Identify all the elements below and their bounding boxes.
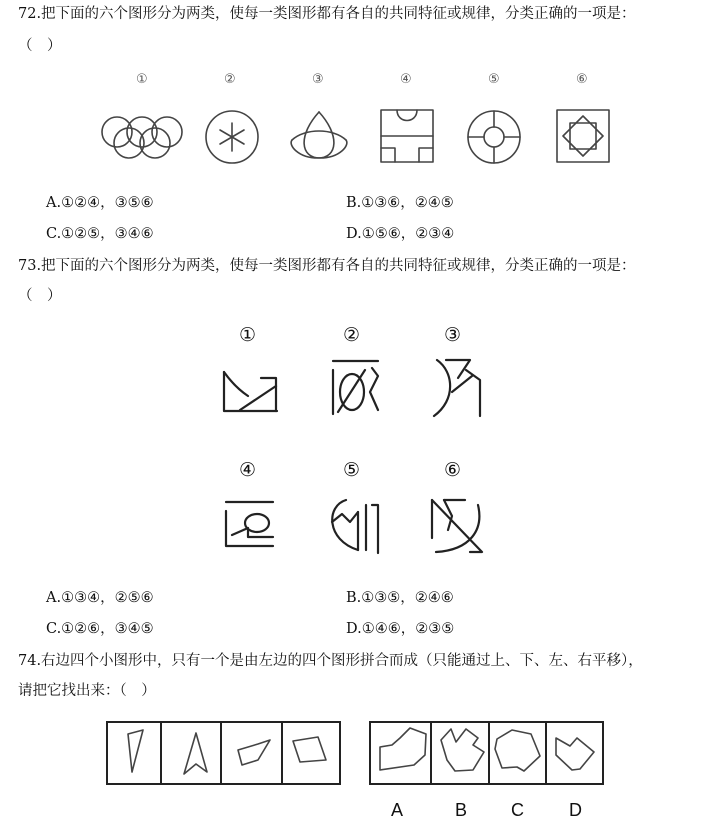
- q72-figure-number-5: ⑤: [488, 72, 500, 87]
- q73-figure-number-1: ①: [239, 324, 257, 346]
- q72-figure-number-6: ⑥: [576, 72, 588, 87]
- q73-stem-line2: （ ）: [18, 288, 62, 304]
- q74-answer-d-shape: [556, 738, 594, 770]
- q73-option-d[interactable]: D.①④⑥，②③⑤: [346, 621, 455, 637]
- q73-figure-number-3: ③: [444, 324, 462, 346]
- q74-answer-c-label[interactable]: C: [511, 800, 524, 820]
- q72-stem-line1: 72.把下面的六个图形分为两类，使每一类图形都有各自的共同特征或规律，分类正确的一项是：: [18, 6, 636, 22]
- q73-figure-number-4: ④: [239, 459, 257, 481]
- q74-answer-strip: [370, 722, 603, 784]
- q74-piece-2: [184, 733, 207, 774]
- q72-option-d[interactable]: D.①⑤⑥，②③④: [346, 226, 455, 242]
- q72-figure-number-4: ④: [400, 72, 412, 87]
- q74-piece-4: [293, 737, 326, 762]
- q74-answer-a-shape: [380, 728, 426, 770]
- q73-option-b[interactable]: B.①③⑤，②④⑥: [346, 590, 454, 606]
- q73-figure-number-2: ②: [343, 324, 361, 346]
- q74-piece-3: [238, 740, 270, 765]
- q74-answer-b-label[interactable]: B: [455, 800, 468, 820]
- q73-figure-number-5: ⑤: [343, 459, 361, 481]
- q74-answer-d-label[interactable]: D: [569, 800, 582, 820]
- q73-stem-line1: 73.把下面的六个图形分为两类，使每一类图形都有各自的共同特征或规律，分类正确的一项是：: [18, 258, 636, 274]
- q72-figure-number-1: ①: [136, 72, 148, 87]
- q73-option-c[interactable]: C.①②⑥，③④⑤: [46, 621, 154, 637]
- q73-option-a[interactable]: A.①③④，②⑤⑥: [46, 590, 154, 606]
- q74-stem-line2: 请把它找出来：（ ）: [18, 683, 156, 699]
- q74-answer-a-label[interactable]: A: [391, 800, 404, 820]
- q72-option-c[interactable]: C.①②⑤，③④⑥: [46, 226, 154, 242]
- q72-stem-line2: （ ）: [18, 38, 62, 54]
- q74-answer-c-shape: [495, 730, 540, 771]
- q74-answer-b-shape: [441, 729, 484, 771]
- q74-piece-1: [128, 730, 143, 772]
- q73-figure-number-6: ⑥: [444, 459, 462, 481]
- q72-figure-number-2: ②: [224, 72, 236, 87]
- q72-figure-number-3: ③: [312, 72, 324, 87]
- q74-stem-line1: 74.右边四个小图形中，只有一个是由左边的四个图形拼合而成（只能通过上、下、左、右平移），: [18, 653, 643, 669]
- q72-option-b[interactable]: B.①③⑥，②④⑤: [346, 195, 454, 211]
- q72-option-a[interactable]: A.①②④，③⑤⑥: [46, 195, 154, 211]
